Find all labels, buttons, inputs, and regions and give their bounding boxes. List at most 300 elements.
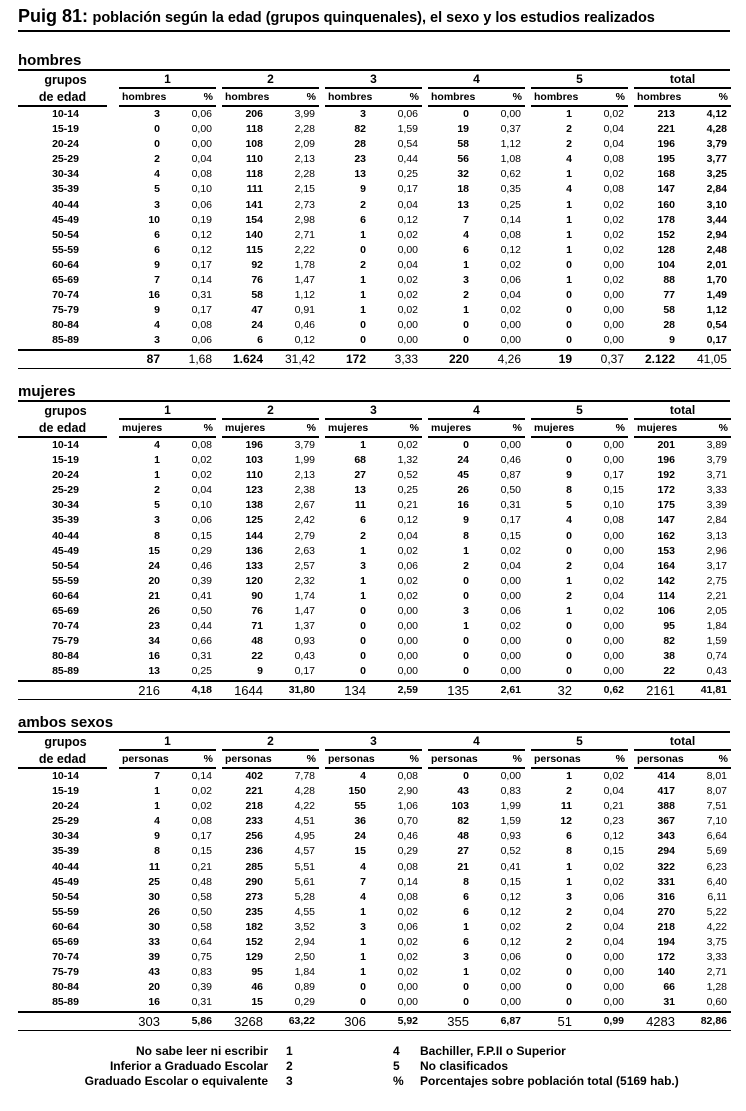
count-cell: 2 bbox=[566, 785, 572, 798]
percent-cell: 0,17 bbox=[191, 830, 212, 843]
percent-cell: 2,21 bbox=[706, 589, 727, 602]
percent-cell: 0,00 bbox=[603, 258, 624, 271]
percent-cell: 0,04 bbox=[603, 785, 624, 798]
table-row bbox=[18, 649, 731, 664]
count-cell: 3 bbox=[463, 274, 469, 287]
pct-label: % bbox=[615, 422, 625, 434]
percent-cell: 0,23 bbox=[603, 815, 624, 828]
count-cell: 196 bbox=[245, 439, 263, 451]
count-cell: 0 bbox=[566, 620, 572, 633]
count-cell: 0 bbox=[360, 981, 366, 994]
table-row bbox=[18, 589, 731, 604]
count-cell: 3 bbox=[360, 108, 366, 120]
count-cell: 0 bbox=[525, 664, 582, 680]
percent-cell: 2,75 bbox=[706, 574, 727, 587]
count-cell: 31 bbox=[628, 995, 685, 1011]
count-cell: 0 bbox=[360, 605, 366, 618]
age-group-cell: 60-64 bbox=[52, 258, 79, 271]
age-group-cell: 15-19 bbox=[52, 785, 79, 798]
age-group-cell: 35-39 bbox=[52, 514, 79, 527]
count-cell: 58 bbox=[663, 304, 675, 317]
percent-cell: 0,02 bbox=[397, 589, 418, 602]
age-group-cell: 30-34 bbox=[52, 830, 79, 843]
percent-cell: 3,79 bbox=[706, 138, 727, 151]
count-cell: 33 bbox=[148, 936, 160, 949]
unit-header bbox=[422, 89, 525, 107]
count-cell: 2 bbox=[566, 589, 572, 602]
age-group-cell: 65-69 bbox=[52, 274, 79, 287]
percent-cell: 2,73 bbox=[294, 198, 315, 211]
count-cell: 0 bbox=[566, 650, 572, 663]
totals-label-cell bbox=[18, 681, 113, 700]
count-cell: 316 bbox=[657, 890, 675, 903]
percent-cell: 4,12 bbox=[706, 108, 727, 120]
percent-cell: 0,06 bbox=[500, 274, 521, 287]
count-cell: 192 bbox=[657, 469, 675, 482]
percent-cell: 0,46 bbox=[191, 559, 212, 572]
count-cell: 103 bbox=[451, 800, 469, 813]
count-cell: 3 bbox=[113, 333, 170, 349]
percent-cell: 2,50 bbox=[294, 951, 315, 964]
count-cell: 0 bbox=[360, 243, 366, 256]
count-cell: 106 bbox=[657, 605, 675, 618]
age-header-text: de edad bbox=[18, 420, 107, 438]
count-cell: 152 bbox=[657, 228, 675, 241]
percent-cell: 0,60 bbox=[685, 995, 731, 1011]
percent-cell: 3,99 bbox=[294, 108, 315, 120]
table-row bbox=[18, 799, 731, 814]
group-label: 1 bbox=[119, 71, 216, 89]
percent-cell: 0,02 bbox=[397, 966, 418, 979]
percent-cell: 0,12 bbox=[603, 830, 624, 843]
group-header bbox=[628, 71, 731, 89]
count-cell: 1 bbox=[566, 274, 572, 287]
count-cell: 5 bbox=[154, 183, 160, 196]
count-cell: 0 bbox=[360, 650, 366, 663]
percent-cell: 0,02 bbox=[603, 605, 624, 618]
count-cell: 0 bbox=[360, 635, 366, 648]
table-row bbox=[18, 829, 731, 844]
percent-cell: 0,08 bbox=[191, 815, 212, 828]
age-group-cell: 15-19 bbox=[52, 454, 79, 467]
percent-cell: 0,35 bbox=[500, 183, 521, 196]
percent-cell: 2,96 bbox=[706, 544, 727, 557]
count-cell: 221 bbox=[245, 785, 263, 798]
group-label: 3 bbox=[325, 402, 422, 420]
total-count-cell: 220 bbox=[422, 350, 479, 369]
percent-cell: 1,08 bbox=[500, 153, 521, 166]
pct-label: % bbox=[306, 422, 316, 434]
percent-cell: 2,94 bbox=[706, 228, 727, 241]
percent-cell: 0,00 bbox=[603, 650, 624, 663]
percent-cell: 0,00 bbox=[191, 123, 212, 136]
percent-cell: 3,52 bbox=[294, 920, 315, 933]
total-percent-cell: 6,87 bbox=[479, 1012, 525, 1031]
group-header bbox=[216, 402, 319, 420]
count-cell: 136 bbox=[245, 544, 263, 557]
percent-cell: 0,12 bbox=[191, 228, 212, 241]
total-count-cell: 2.122 bbox=[628, 350, 685, 369]
count-cell: 0 bbox=[422, 664, 479, 680]
legend-key: % bbox=[393, 1074, 404, 1088]
unit-label: personas bbox=[637, 753, 684, 765]
percent-cell: 2,38 bbox=[294, 484, 315, 497]
age-group-cell: 35-39 bbox=[52, 845, 79, 858]
count-cell: 195 bbox=[657, 153, 675, 166]
count-cell: 16 bbox=[457, 499, 469, 512]
percent-cell: 0,02 bbox=[191, 454, 212, 467]
total-count-cell: 306 bbox=[319, 1012, 376, 1031]
age-group-cell: 35-39 bbox=[52, 183, 79, 196]
percent-cell: 3,13 bbox=[706, 529, 727, 542]
percent-cell: 3,33 bbox=[706, 484, 727, 497]
legend-key: 3 bbox=[286, 1074, 293, 1088]
percent-cell: 2,84 bbox=[706, 183, 727, 196]
pct-label: % bbox=[203, 753, 213, 765]
unit-label: mujeres bbox=[637, 422, 678, 434]
percent-cell: 0,00 bbox=[376, 995, 422, 1011]
percent-cell: 3,10 bbox=[706, 198, 727, 211]
title-text: población según la edad (grupos quinquenales), el sexo y los estudios realizados bbox=[92, 10, 655, 26]
percent-cell: 5,28 bbox=[294, 890, 315, 903]
count-cell: 1 bbox=[463, 258, 469, 271]
count-cell: 213 bbox=[657, 108, 675, 120]
count-cell: 221 bbox=[657, 123, 675, 136]
table-row bbox=[18, 664, 731, 680]
percent-cell: 1,28 bbox=[706, 981, 727, 994]
count-cell: 0 bbox=[154, 123, 160, 136]
age-group-cell: 65-69 bbox=[52, 936, 79, 949]
group-header bbox=[319, 733, 422, 751]
count-cell: 1 bbox=[154, 469, 160, 482]
count-cell: 24 bbox=[148, 559, 160, 572]
total-count-cell: 303 bbox=[113, 1012, 170, 1031]
total-count-cell: 135 bbox=[422, 681, 479, 700]
table-row bbox=[18, 935, 731, 950]
percent-cell: 0,46 bbox=[294, 319, 315, 332]
count-cell: 1 bbox=[360, 439, 366, 451]
legend-key: 1 bbox=[286, 1044, 293, 1058]
total-percent-cell: 5,92 bbox=[376, 1012, 422, 1031]
count-cell: 110 bbox=[246, 469, 263, 482]
age-group-cell: 75-79 bbox=[52, 304, 79, 317]
percent-cell: 0,10 bbox=[191, 499, 212, 512]
count-cell: 26 bbox=[148, 905, 160, 918]
count-cell: 414 bbox=[657, 770, 675, 782]
group-header bbox=[319, 402, 422, 420]
count-cell: 1 bbox=[566, 875, 572, 888]
percent-cell: 6,40 bbox=[706, 875, 727, 888]
percent-cell: 1,84 bbox=[294, 966, 315, 979]
percent-cell: 0,58 bbox=[191, 920, 212, 933]
legend-key: 4 bbox=[393, 1044, 400, 1058]
age-group-cell: 60-64 bbox=[52, 920, 79, 933]
percent-cell: 0,00 bbox=[397, 620, 418, 633]
percent-cell: 0,00 bbox=[582, 333, 628, 349]
count-cell: 1 bbox=[463, 304, 469, 317]
percent-cell: 0,70 bbox=[397, 815, 418, 828]
group-header bbox=[113, 733, 216, 751]
percent-cell: 0,00 bbox=[603, 966, 624, 979]
count-cell: 11 bbox=[354, 499, 366, 512]
table-row bbox=[18, 544, 731, 559]
percent-cell: 1,32 bbox=[397, 454, 418, 467]
count-cell: 1 bbox=[360, 274, 366, 287]
count-cell: 1 bbox=[360, 905, 366, 918]
table-row bbox=[18, 107, 731, 122]
group-label: total bbox=[634, 733, 731, 751]
total-percent-cell: 0,37 bbox=[582, 350, 628, 369]
pct-label: % bbox=[512, 91, 522, 103]
count-cell: 114 bbox=[658, 589, 675, 602]
total-percent-cell: 1,68 bbox=[170, 350, 216, 369]
percent-cell: 7,78 bbox=[294, 770, 315, 782]
table-row bbox=[18, 122, 731, 137]
count-cell: 15 bbox=[148, 544, 160, 557]
count-cell: 8 bbox=[154, 529, 160, 542]
legend-key: 5 bbox=[393, 1059, 400, 1073]
count-cell: 0 bbox=[463, 770, 469, 782]
unit-header bbox=[628, 89, 731, 107]
table-row bbox=[18, 483, 731, 498]
count-cell: 9 bbox=[216, 664, 273, 680]
count-cell: 4 bbox=[154, 815, 160, 828]
group-label: 1 bbox=[119, 733, 216, 751]
percent-cell: 0,08 bbox=[397, 770, 418, 782]
unit-header bbox=[216, 89, 319, 107]
count-cell: 13 bbox=[457, 198, 469, 211]
count-cell: 58 bbox=[251, 289, 263, 302]
group-label: 4 bbox=[428, 733, 525, 751]
percent-cell: 0,17 bbox=[191, 304, 212, 317]
count-cell: 152 bbox=[245, 936, 263, 949]
unit-header bbox=[216, 751, 319, 769]
group-header bbox=[216, 71, 319, 89]
count-cell: 27 bbox=[354, 469, 366, 482]
table-row bbox=[18, 198, 731, 213]
count-cell: 1 bbox=[360, 289, 366, 302]
count-cell: 175 bbox=[657, 499, 675, 512]
count-cell: 294 bbox=[657, 845, 675, 858]
count-cell: 0 bbox=[463, 574, 469, 587]
table-row bbox=[18, 860, 731, 875]
count-cell: 1 bbox=[463, 620, 469, 633]
percent-cell: 3,39 bbox=[706, 499, 727, 512]
age-group-cell: 10-14 bbox=[52, 439, 79, 451]
count-cell: 21 bbox=[457, 860, 469, 873]
percent-cell: 3,75 bbox=[706, 936, 727, 949]
section-label: hombres bbox=[18, 52, 730, 71]
percent-cell: 4,55 bbox=[294, 905, 315, 918]
totals-row bbox=[18, 681, 731, 700]
percent-cell: 2,13 bbox=[294, 469, 315, 482]
percent-cell: 0,41 bbox=[191, 589, 212, 602]
percent-cell: 3,77 bbox=[706, 153, 727, 166]
age-header-line1: grupos bbox=[44, 404, 87, 418]
percent-cell: 0,06 bbox=[191, 108, 212, 120]
percent-cell: 0,17 bbox=[685, 333, 731, 349]
percent-cell: 0,02 bbox=[603, 274, 624, 287]
percent-cell: 0,02 bbox=[500, 620, 521, 633]
age-header-line2 bbox=[18, 420, 113, 438]
unit-label: hombres bbox=[534, 91, 579, 103]
count-cell: 235 bbox=[245, 905, 263, 918]
percent-cell: 0,00 bbox=[500, 319, 521, 332]
unit-label: hombres bbox=[328, 91, 373, 103]
age-group-cell: 10-14 bbox=[52, 108, 79, 120]
percent-cell: 0,04 bbox=[397, 529, 418, 542]
age-group-cell: 70-74 bbox=[52, 951, 79, 964]
table-row bbox=[18, 995, 731, 1011]
header-row-units bbox=[18, 420, 731, 438]
unit-label: personas bbox=[122, 753, 169, 765]
count-cell: 15 bbox=[354, 845, 366, 858]
percent-cell: 0,00 bbox=[397, 650, 418, 663]
percent-cell: 0,48 bbox=[191, 875, 212, 888]
percent-cell: 5,61 bbox=[294, 875, 315, 888]
percent-cell: 1,59 bbox=[706, 635, 727, 648]
count-cell: 13 bbox=[113, 664, 170, 680]
table-row bbox=[18, 559, 731, 574]
count-cell: 103 bbox=[245, 454, 263, 467]
count-cell: 95 bbox=[251, 966, 263, 979]
pct-label: % bbox=[512, 753, 522, 765]
count-cell: 8 bbox=[463, 875, 469, 888]
count-cell: 285 bbox=[245, 860, 263, 873]
count-cell: 1 bbox=[566, 860, 572, 873]
total-percent-cell: 2,61 bbox=[479, 681, 525, 700]
count-cell: 140 bbox=[657, 966, 675, 979]
count-cell: 92 bbox=[251, 258, 263, 271]
count-cell: 1 bbox=[154, 785, 160, 798]
count-cell: 12 bbox=[560, 815, 572, 828]
legend-key: 2 bbox=[286, 1059, 293, 1073]
percent-cell: 0,46 bbox=[397, 830, 418, 843]
count-cell: 82 bbox=[354, 123, 366, 136]
percent-cell: 0,00 bbox=[479, 664, 525, 680]
count-cell: 123 bbox=[245, 484, 263, 497]
percent-cell: 0,00 bbox=[397, 981, 418, 994]
percent-cell: 0,02 bbox=[603, 198, 624, 211]
percent-cell: 0,00 bbox=[603, 454, 624, 467]
percent-cell: 1,06 bbox=[397, 800, 418, 813]
count-cell: 172 bbox=[657, 484, 675, 497]
count-cell: 8 bbox=[566, 845, 572, 858]
count-cell: 1 bbox=[360, 589, 366, 602]
age-group-cell: 50-54 bbox=[52, 890, 79, 903]
age-header-line1: grupos bbox=[44, 735, 87, 749]
count-cell: 1 bbox=[463, 966, 469, 979]
legend-label: No clasificados bbox=[420, 1059, 509, 1073]
percent-cell: 0,02 bbox=[397, 951, 418, 964]
age-group-cell: 55-59 bbox=[52, 905, 79, 918]
count-cell: 9 bbox=[566, 469, 572, 482]
count-cell: 13 bbox=[354, 168, 366, 181]
age-group-cell: 20-24 bbox=[52, 138, 79, 151]
count-cell: 4 bbox=[360, 890, 366, 903]
group-label: 2 bbox=[222, 733, 319, 751]
percent-cell: 5,22 bbox=[706, 905, 727, 918]
group-header bbox=[628, 733, 731, 751]
age-header-line2 bbox=[18, 751, 113, 769]
count-cell: 18 bbox=[457, 183, 469, 196]
count-cell: 115 bbox=[246, 243, 263, 256]
pct-label: % bbox=[718, 91, 728, 103]
percent-cell: 0,02 bbox=[500, 544, 521, 557]
count-cell: 206 bbox=[245, 108, 263, 120]
percent-cell: 2,90 bbox=[397, 785, 418, 798]
percent-cell: 0,06 bbox=[170, 333, 216, 349]
total-count-cell: 4283 bbox=[628, 1012, 685, 1031]
unit-header bbox=[628, 751, 731, 769]
total-percent-cell: 41,81 bbox=[685, 681, 731, 700]
unit-header bbox=[113, 420, 216, 438]
count-cell: 196 bbox=[657, 454, 675, 467]
count-cell: 4 bbox=[360, 770, 366, 782]
count-cell: 24 bbox=[354, 830, 366, 843]
percent-cell: 0,15 bbox=[500, 875, 521, 888]
percent-cell: 0,66 bbox=[191, 635, 212, 648]
age-group-cell: 75-79 bbox=[52, 966, 79, 979]
group-label: 5 bbox=[531, 733, 628, 751]
count-cell: 111 bbox=[246, 183, 263, 196]
percent-cell: 0,06 bbox=[603, 890, 624, 903]
age-group-cell: 15-19 bbox=[52, 123, 79, 136]
legend-label: Graduado Escolar o equivalente bbox=[84, 1074, 268, 1088]
total-count-cell: 19 bbox=[525, 350, 582, 369]
unit-label: personas bbox=[534, 753, 581, 765]
percent-cell: 0,21 bbox=[191, 860, 212, 873]
legend-label: Inferior a Graduado Escolar bbox=[109, 1059, 268, 1073]
count-cell: 144 bbox=[245, 529, 263, 542]
age-group-cell: 40-44 bbox=[52, 198, 79, 211]
count-cell: 2 bbox=[360, 258, 366, 271]
percent-cell: 0,08 bbox=[603, 183, 624, 196]
count-cell: 16 bbox=[148, 289, 160, 302]
total-count-cell: 172 bbox=[319, 350, 376, 369]
unit-label: mujeres bbox=[431, 422, 472, 434]
count-cell: 1 bbox=[566, 108, 572, 120]
count-cell: 30 bbox=[148, 920, 160, 933]
unit-header bbox=[113, 89, 216, 107]
percent-cell: 0,43 bbox=[294, 650, 315, 663]
age-group-cell: 20-24 bbox=[52, 469, 79, 482]
count-cell: 129 bbox=[245, 951, 263, 964]
percent-cell: 0,83 bbox=[500, 785, 521, 798]
header-row-units bbox=[18, 89, 731, 107]
age-group-cell: 25-29 bbox=[52, 153, 79, 166]
count-cell: 4 bbox=[566, 514, 572, 527]
pct-label: % bbox=[512, 422, 522, 434]
count-cell: 9 bbox=[360, 183, 366, 196]
percent-cell: 0,83 bbox=[191, 966, 212, 979]
count-cell: 196 bbox=[657, 138, 675, 151]
count-cell: 164 bbox=[657, 559, 675, 572]
percent-cell: 1,99 bbox=[294, 454, 315, 467]
count-cell: 20 bbox=[148, 574, 160, 587]
percent-cell: 0,25 bbox=[170, 664, 216, 680]
count-cell: 56 bbox=[457, 153, 469, 166]
count-cell: 0 bbox=[566, 544, 572, 557]
percent-cell: 0,02 bbox=[191, 785, 212, 798]
percent-cell: 0,02 bbox=[603, 243, 624, 256]
count-cell: 9 bbox=[463, 514, 469, 527]
percent-cell: 1,37 bbox=[294, 620, 315, 633]
percent-cell: 1,99 bbox=[500, 800, 521, 813]
age-group-cell: 80-84 bbox=[52, 981, 79, 994]
count-cell: 16 bbox=[148, 650, 160, 663]
table-row bbox=[18, 152, 731, 167]
